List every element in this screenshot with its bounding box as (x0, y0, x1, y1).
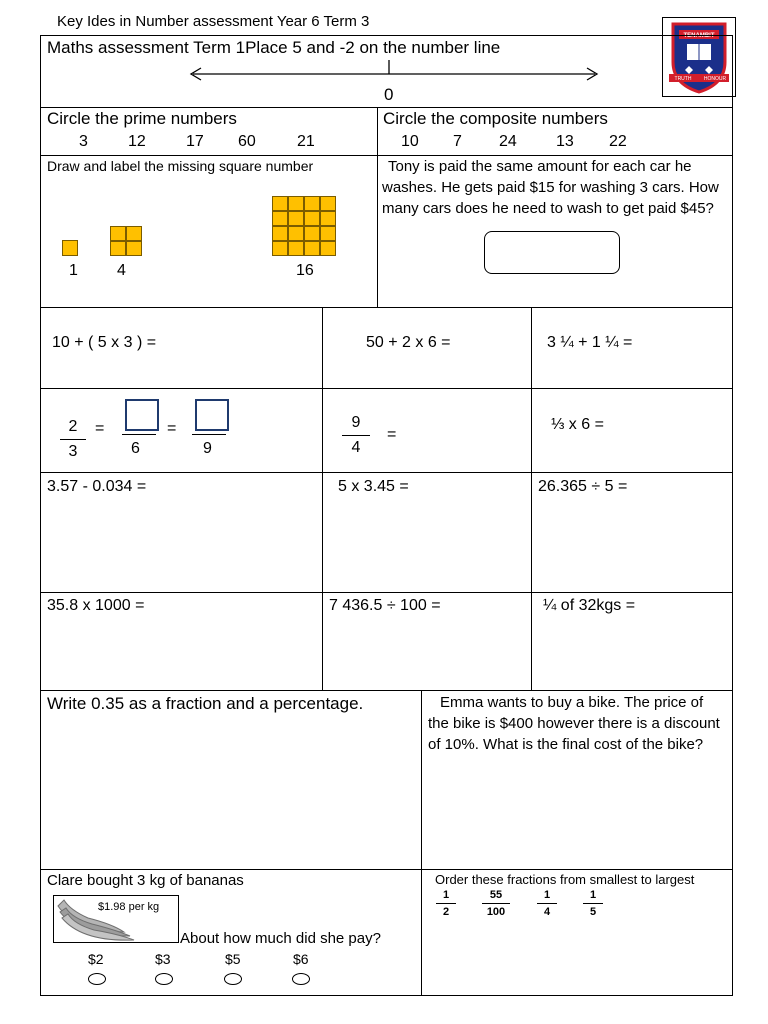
composite-number[interactable]: 24 (499, 133, 517, 150)
divider (421, 690, 422, 996)
option-bubble[interactable] (155, 973, 173, 985)
divider (531, 307, 532, 690)
clare-pay-question: About how much did she pay? (180, 930, 381, 947)
divider (322, 307, 323, 690)
fraction-denominator: 100 (486, 906, 506, 918)
fraction-numerator: 55 (489, 889, 503, 901)
zero-label: 0 (384, 85, 394, 104)
divider (40, 690, 733, 691)
square-question: Draw and label the missing square number (47, 158, 314, 174)
prime-number[interactable]: 21 (297, 133, 315, 150)
fraction-denominator: 4 (351, 439, 361, 456)
divider (40, 869, 733, 870)
logo-name: TENAMBIT (683, 33, 715, 39)
number-line (185, 58, 605, 88)
divider (377, 107, 378, 307)
prime-number[interactable]: 60 (238, 133, 256, 150)
fraction-denominator: 2 (442, 906, 450, 918)
fraction-one-fifth (583, 889, 603, 918)
numerator-answer-box[interactable] (195, 399, 229, 431)
logo-motto-right: HONOUR (703, 76, 727, 82)
order-ops-b: 50 + 2 x 6 = (366, 334, 451, 351)
option-label: $5 (225, 951, 241, 967)
composite-question: Circle the composite numbers (383, 109, 608, 128)
multiply-by-1000: 35.8 x 1000 = (47, 597, 145, 614)
fraction-bar (192, 434, 226, 435)
fraction-numerator: 1 (589, 889, 597, 901)
composite-number[interactable]: 13 (556, 133, 574, 150)
numerator-answer-box[interactable] (125, 399, 159, 431)
emma-question: Emma wants to buy a bike. The price of the bike is $400 however there is a discount of 10%. What is the final cost of the bike? (428, 694, 720, 753)
equals-sign: = (387, 426, 397, 443)
option-bubble[interactable] (88, 973, 106, 985)
option-bubble[interactable] (224, 973, 242, 985)
clare-question: Clare bought 3 kg of bananas (47, 872, 244, 889)
third-of-six: ⅓ x 6 = (551, 416, 604, 433)
equals-sign: = (167, 420, 177, 437)
option-label: $2 (88, 951, 104, 967)
fraction-nine-quarters (342, 414, 370, 457)
composite-number[interactable]: 10 (401, 133, 419, 150)
divide-by-100: 7 436.5 ÷ 100 = (329, 597, 441, 614)
square-label: 1 (69, 262, 78, 279)
order-fractions-question: Order these fractions from smallest to largest (435, 872, 695, 887)
option-label: $3 (155, 951, 171, 967)
banana-picture (53, 895, 179, 943)
prime-number[interactable]: 17 (186, 133, 204, 150)
page-title: Key Ides in Number assessment Year 6 Term 3 (57, 13, 370, 30)
fraction-one-quarter (537, 889, 557, 918)
option-bubble[interactable] (292, 973, 310, 985)
equals-sign: = (95, 420, 105, 437)
divider (40, 472, 733, 473)
decimal-multiplication: 5 x 3.45 = (338, 478, 409, 495)
divider (40, 388, 733, 389)
square-1x1 (62, 240, 78, 256)
numberline-question: Maths assessment Term 1Place 5 and -2 on the number line (47, 38, 501, 57)
fraction-numerator: 2 (68, 418, 78, 435)
percent-question: Write 0.35 as a fraction and a percentage. (47, 694, 364, 713)
square-4x4 (272, 196, 336, 256)
tony-answer-box[interactable] (484, 231, 620, 274)
square-label: 16 (296, 262, 314, 279)
order-ops-c: 3 ¼ + 1 ¼ = (547, 334, 633, 351)
fraction-one-half (436, 889, 456, 918)
fraction-numerator: 9 (351, 414, 361, 431)
fraction-denominator: 4 (543, 906, 551, 918)
square-label: 4 (117, 262, 126, 279)
fraction-denominator: 5 (589, 906, 597, 918)
fraction-bar (122, 434, 156, 435)
fraction-numerator: 1 (543, 889, 551, 901)
fraction-denominator: 9 (203, 440, 212, 457)
fraction-denominator: 3 (68, 443, 78, 460)
divider (40, 107, 733, 108)
quarter-of-32kg: ¼ of 32kgs = (543, 597, 636, 614)
prime-number[interactable]: 12 (128, 133, 146, 150)
logo-motto-left: TRUTH (674, 76, 692, 82)
composite-number[interactable]: 22 (609, 133, 627, 150)
fraction-numerator: 1 (442, 889, 450, 901)
divider (40, 592, 733, 593)
fraction-two-thirds (60, 418, 86, 461)
price-tag: $1.98 per kg (98, 901, 160, 913)
square-2x2 (110, 226, 142, 256)
prime-number[interactable]: 3 (79, 133, 88, 150)
divider (40, 307, 733, 308)
prime-question: Circle the prime numbers (47, 109, 237, 128)
tony-question: Tony is paid the same amount for each car he washes. He gets paid $15 for washing 3 cars. How many cars does he need to wash to get paid $45? (382, 158, 719, 217)
fraction-55-hundredths (482, 889, 510, 918)
option-label: $6 (293, 951, 309, 967)
composite-number[interactable]: 7 (453, 133, 462, 150)
decimal-subtraction: 3.57 - 0.034 = (47, 478, 147, 495)
fraction-denominator: 6 (131, 440, 140, 457)
decimal-division: 26.365 ÷ 5 = (538, 478, 628, 495)
order-ops-a: 10 + ( 5 x 3 ) = (52, 334, 157, 351)
